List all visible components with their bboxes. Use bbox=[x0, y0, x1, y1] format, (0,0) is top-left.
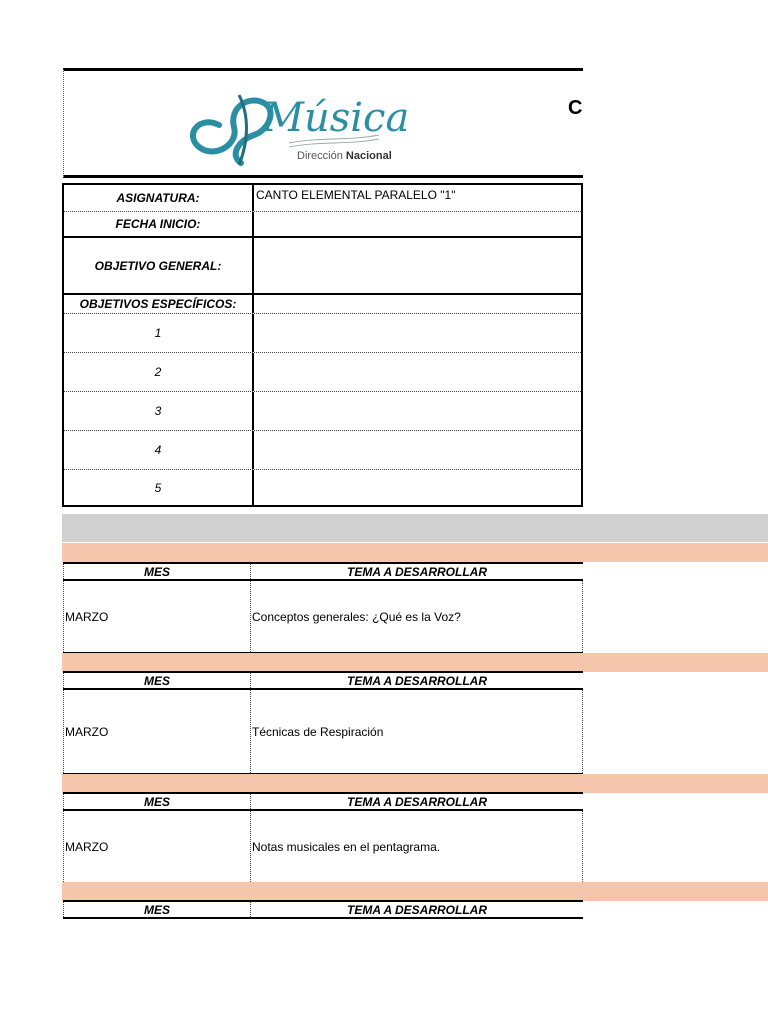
section-header bbox=[63, 562, 583, 581]
svg-text:Dirección Nacional bbox=[297, 150, 392, 162]
section-row bbox=[63, 581, 583, 654]
salmon-band bbox=[62, 543, 768, 562]
section-header bbox=[63, 792, 583, 811]
objetivos-especificos-value bbox=[256, 295, 581, 313]
mes-value: MARZO bbox=[63, 811, 251, 882]
row-objetivo-general bbox=[64, 238, 581, 295]
mes-header: MES bbox=[63, 794, 251, 809]
objetivos-especificos-label: OBJETIVOS ESPECÍFICOS: bbox=[64, 295, 254, 313]
topic-section-2 bbox=[63, 671, 583, 775]
objetivo-value bbox=[256, 470, 581, 505]
section-row bbox=[63, 690, 583, 775]
section-header bbox=[63, 900, 583, 919]
mes-value: MARZO bbox=[63, 690, 251, 773]
row-objetivo-2 bbox=[64, 353, 581, 392]
topic-section-4 bbox=[63, 900, 583, 922]
info-table bbox=[62, 183, 583, 507]
row-objetivos-especificos bbox=[64, 295, 581, 314]
mes-header: MES bbox=[63, 673, 251, 688]
tema-value: Notas musicales en el pentagrama. bbox=[252, 811, 583, 882]
fecha-inicio-value bbox=[256, 212, 581, 236]
objetivo-value bbox=[256, 392, 581, 430]
section-header bbox=[63, 671, 583, 690]
topic-section-3 bbox=[63, 792, 583, 884]
row-objetivo-5 bbox=[64, 470, 581, 505]
asignatura-label: ASIGNATURA: bbox=[64, 185, 254, 211]
logo-subtitle-light: Dirección bbox=[297, 150, 343, 162]
objetivo-value bbox=[256, 431, 581, 469]
tema-header: TEMA A DESARROLLAR bbox=[347, 902, 487, 917]
objetivo-number: 2 bbox=[64, 353, 254, 391]
row-objetivo-1 bbox=[64, 314, 581, 353]
objetivo-value bbox=[256, 314, 581, 352]
row-fecha-inicio bbox=[64, 212, 581, 238]
musica-logo bbox=[179, 85, 419, 167]
fecha-inicio-label: FECHA INICIO: bbox=[64, 212, 254, 236]
mes-header: MES bbox=[63, 902, 251, 917]
tema-header: TEMA A DESARROLLAR bbox=[347, 794, 487, 809]
tema-value: Técnicas de Respiración bbox=[252, 690, 583, 773]
logo-subtitle-bold: Nacional bbox=[345, 150, 392, 162]
salmon-band bbox=[62, 774, 768, 793]
tema-header: TEMA A DESARROLLAR bbox=[347, 673, 487, 688]
mes-header: MES bbox=[63, 564, 251, 579]
objetivo-general-label: OBJETIVO GENERAL: bbox=[64, 238, 254, 293]
row-asignatura bbox=[64, 185, 581, 212]
objetivo-number: 5 bbox=[64, 470, 254, 505]
topic-section-1 bbox=[63, 562, 583, 654]
header-title-partial: C bbox=[568, 97, 583, 119]
section-row bbox=[63, 811, 583, 884]
objetivo-general-value bbox=[256, 238, 581, 293]
objetivo-number: 3 bbox=[64, 392, 254, 430]
row-objetivo-4 bbox=[64, 431, 581, 470]
salmon-band bbox=[62, 653, 768, 672]
mes-value: MARZO bbox=[63, 581, 251, 652]
objetivo-number: 1 bbox=[64, 314, 254, 352]
document-header bbox=[63, 68, 583, 178]
salmon-band bbox=[62, 882, 768, 901]
objetivo-value bbox=[256, 353, 581, 391]
tema-value: Conceptos generales: ¿Qué es la Voz? bbox=[252, 581, 583, 652]
gray-band bbox=[62, 514, 768, 542]
logo-text: Música bbox=[263, 95, 410, 141]
asignatura-value: CANTO ELEMENTAL PARALELO "1" bbox=[256, 188, 456, 202]
tema-header: TEMA A DESARROLLAR bbox=[347, 564, 487, 579]
row-objetivo-3 bbox=[64, 392, 581, 431]
objetivo-number: 4 bbox=[64, 431, 254, 469]
